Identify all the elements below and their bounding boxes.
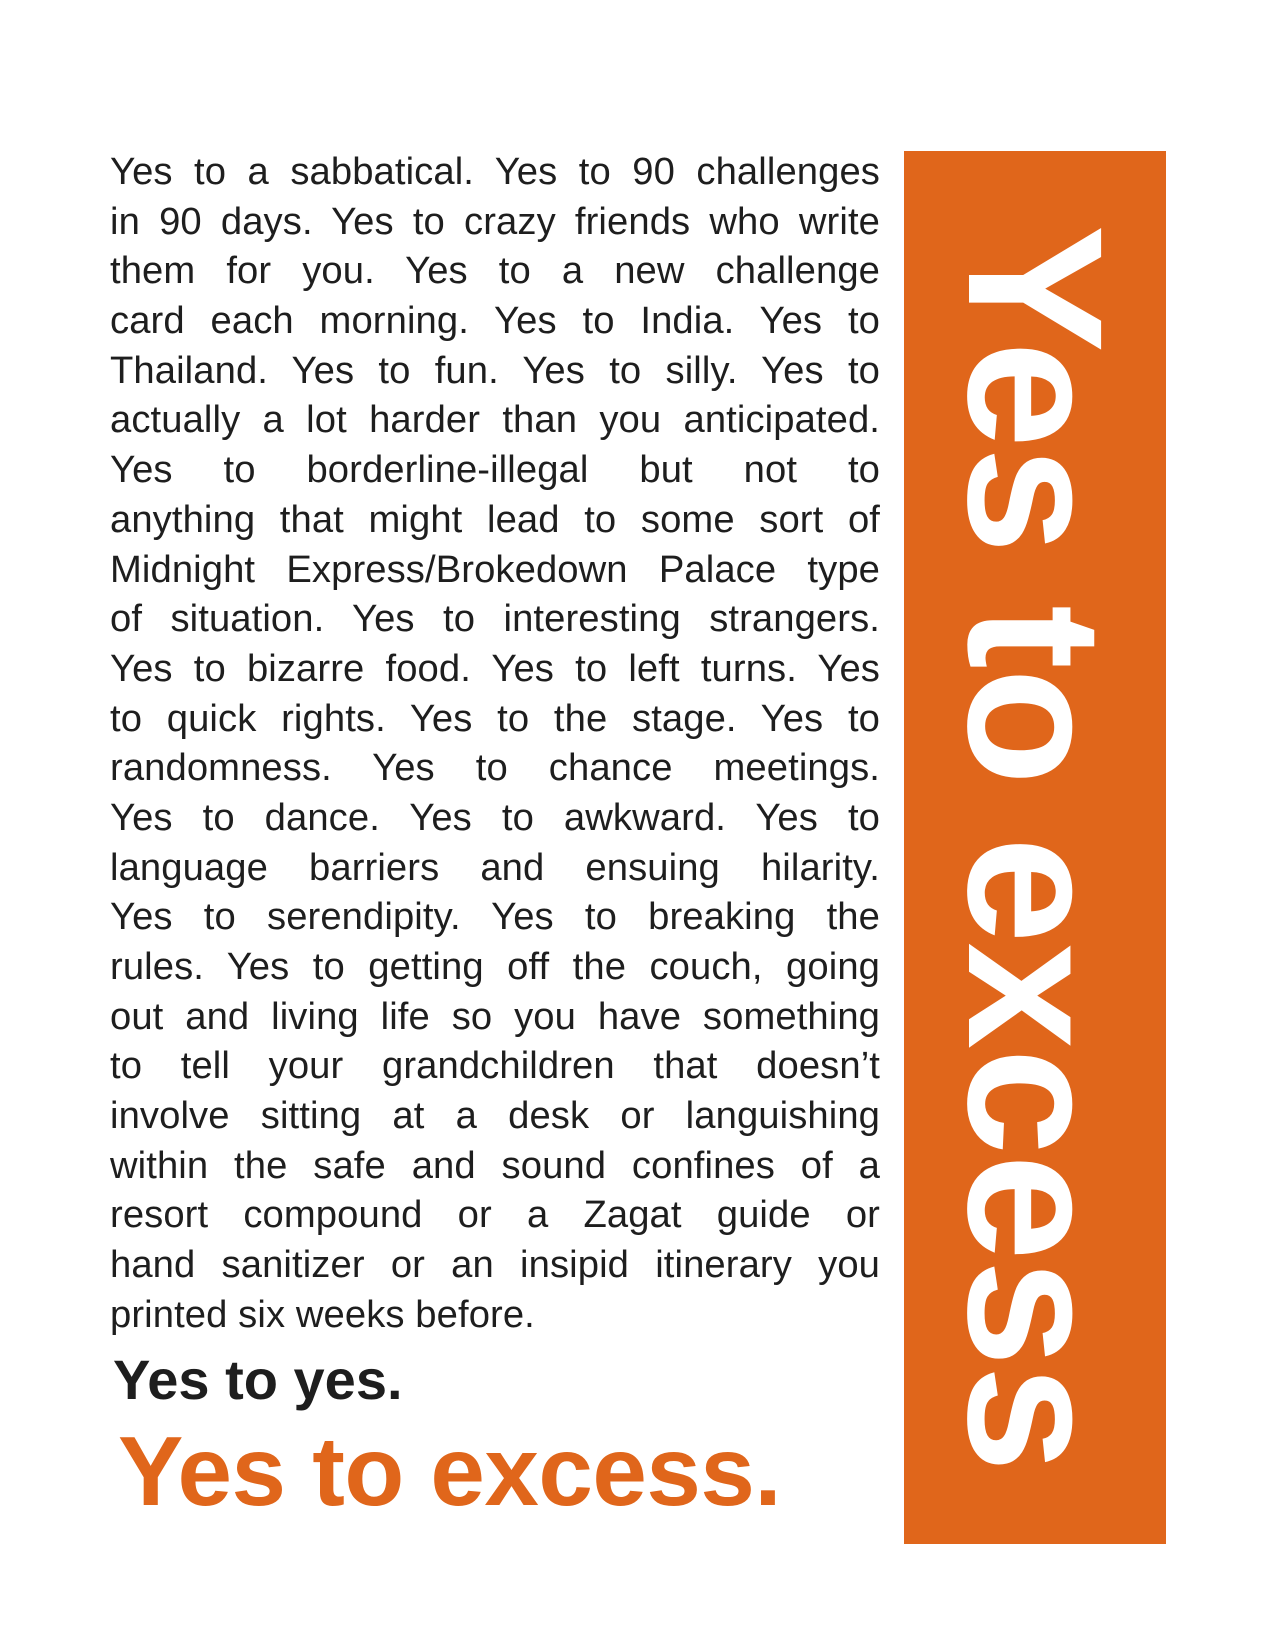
body-line: randomness. Yes to chance meetings. [110, 746, 880, 790]
body-line: rules. Yes to getting off the couch, going [110, 945, 880, 988]
body-line: out and living life so you have something [110, 994, 880, 1038]
body-line: them for you. Yes to a new challenge [110, 249, 880, 293]
headline: Yes to excess. [118, 1416, 782, 1526]
body-line: to quick rights. Yes to the stage. Yes to [110, 696, 880, 740]
body-line: Yes to bizarre food. Yes to left turns. Yes [110, 646, 880, 690]
vertical-banner [904, 151, 1166, 1544]
body-line: Yes to borderline-illegal but not to [110, 448, 880, 492]
banner-text: Yes to excess [928, 224, 1143, 1471]
body-line: language barriers and ensuing hilarity. [110, 845, 880, 889]
tagline: Yes to yes. [113, 1348, 403, 1411]
body-line: Yes to serendipity. Yes to breaking the [110, 895, 880, 939]
body-line: resort compound or a Zagat guide or [110, 1193, 880, 1237]
body-line: anything that might lead to some sort of [110, 497, 880, 541]
body-line: to tell your grandchildren that doesn’t [110, 1044, 880, 1088]
body-line: hand sanitizer or an insipid itinerary you [110, 1243, 880, 1287]
body-line: card each morning. Yes to India. Yes to [110, 299, 880, 343]
body-line: Yes to dance. Yes to awkward. Yes to [110, 795, 880, 839]
body-line: in 90 days. Yes to crazy friends who write [110, 199, 880, 243]
body-line: involve sitting at a desk or languishing [110, 1094, 880, 1138]
body-line-last: printed six weeks before. [110, 1292, 535, 1336]
body-line: Midnight Express/Brokedown Palace type [110, 547, 880, 591]
body-line: Yes to a sabbatical. Yes to 90 challenges [110, 150, 880, 193]
body-line: Thailand. Yes to fun. Yes to silly. Yes to [110, 348, 880, 392]
body-line: actually a lot harder than you anticipated. [110, 398, 880, 442]
body-paragraph [110, 147, 880, 1340]
body-line: within the safe and sound confines of a [110, 1143, 880, 1187]
body-line: of situation. Yes to interesting strangers. [110, 597, 880, 641]
